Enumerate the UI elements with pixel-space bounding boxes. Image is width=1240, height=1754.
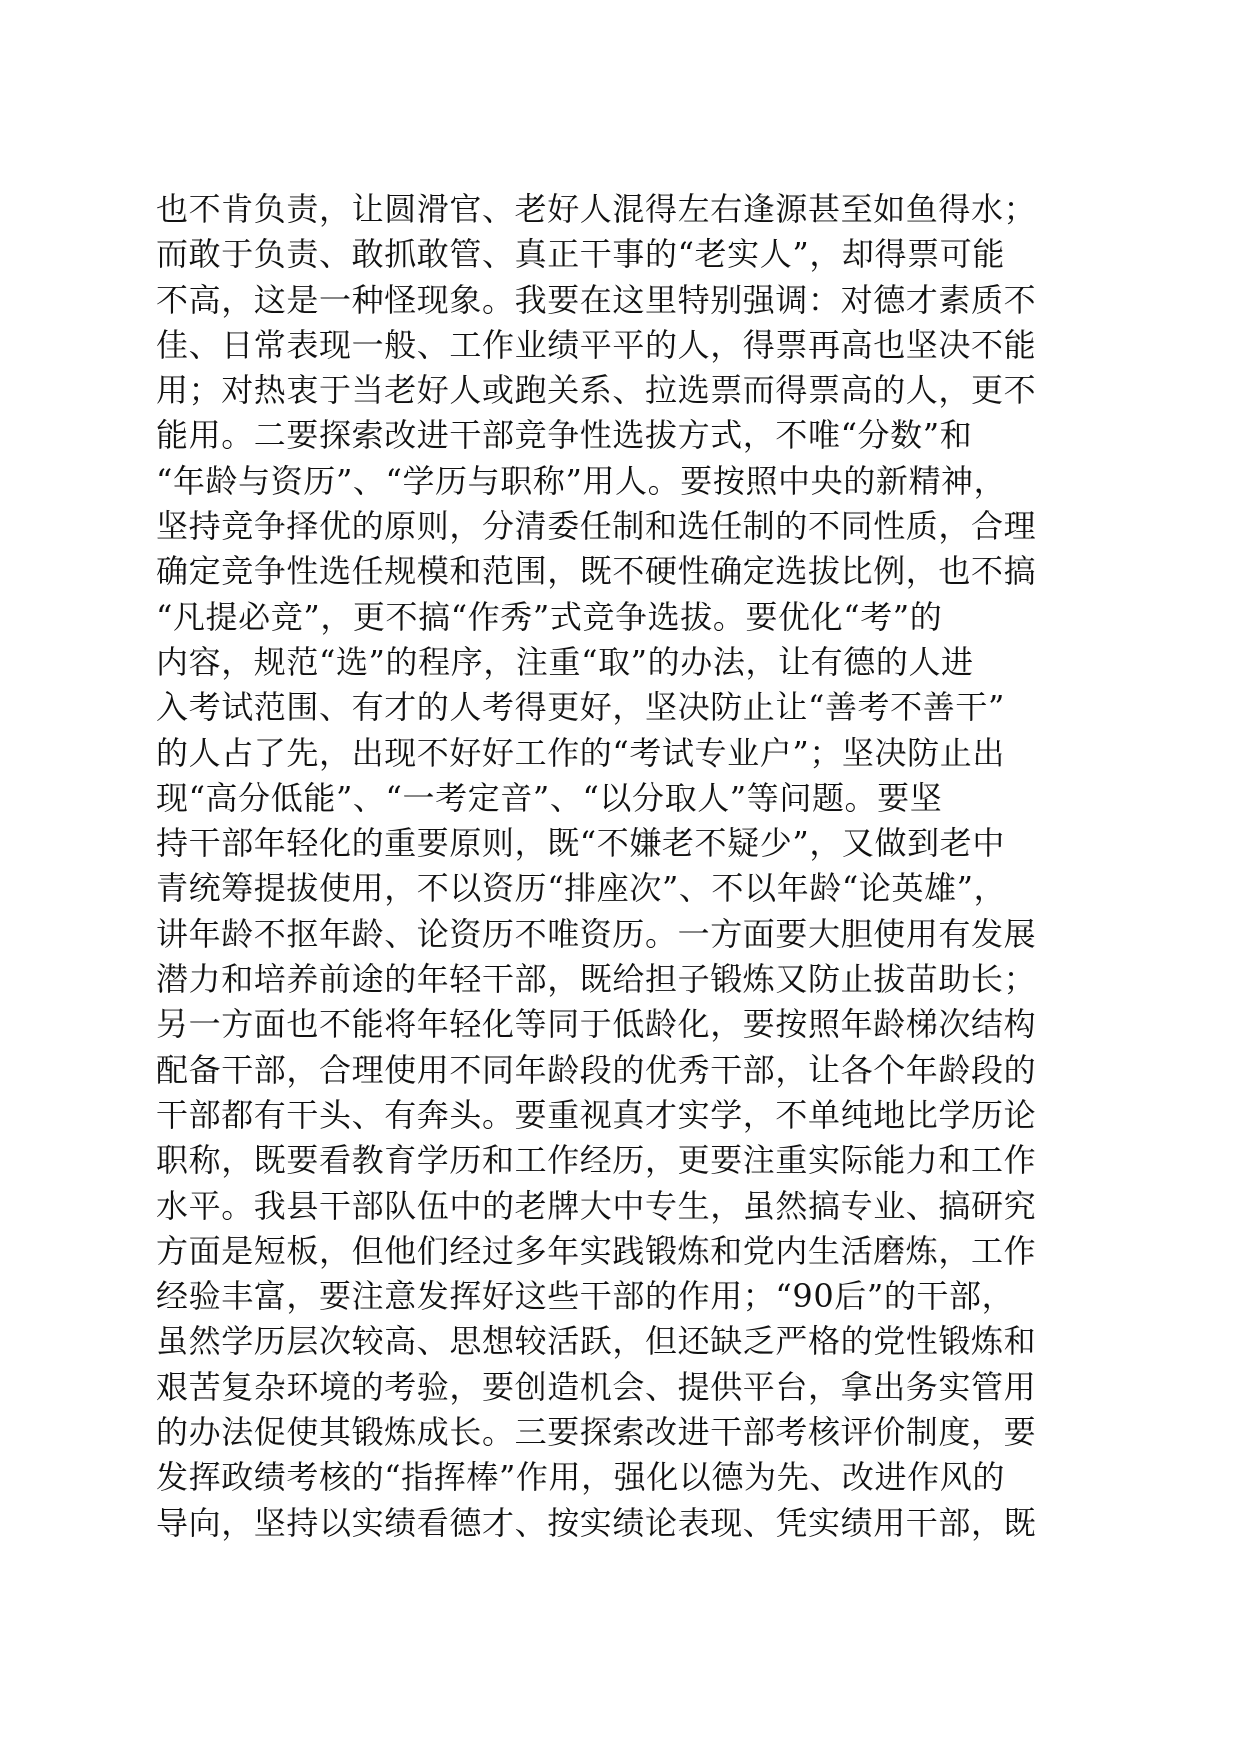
text-line: 确定竞争性选任规模和范围，既不硬性确定选拔比例，也不搞 xyxy=(156,552,1037,591)
text-line: 另一方面也不能将年轻化等同于低龄化，要按照年龄梯次结构 xyxy=(156,1005,1037,1044)
text-line: 经验丰富，要注意发挥好这些干部的作用；“90后”的干部， xyxy=(156,1277,1015,1316)
text-line: 用；对热衷于当老好人或跑关系、拉选票而得票高的人，更不 xyxy=(156,371,1037,410)
text-line: 入考试范围、有才的人考得更好，坚决防止让“善考不善干” xyxy=(156,688,1005,727)
text-line: 坚持竞争择优的原则，分清委任制和选任制的不同性质，合理 xyxy=(156,507,1037,546)
text-line: 潜力和培养前途的年轻干部，既给担子锻炼又防止拔苗助长； xyxy=(156,960,1037,999)
text-line: 而敢于负责、敢抓敢管、真正干事的“老实人”，却得票可能 xyxy=(156,235,1005,274)
text-line: 发挥政绩考核的“指挥棒”作用，强化以德为先、改进作风的 xyxy=(156,1458,1005,1497)
text-line: 青统筹提拔使用，不以资历“排座次”、不以年龄“论英雄”， xyxy=(156,869,1007,908)
text-line: 干部都有干头、有奔头。要重视真才实学，不单纯地比学历论 xyxy=(156,1095,1037,1134)
body-paragraph xyxy=(156,187,1086,1546)
text-line: “年龄与资历”、“学历与职称”用人。要按照中央的新精神， xyxy=(156,461,1007,500)
text-line: 现“高分低能”、“一考定音”、“以分取人”等问题。要坚 xyxy=(156,778,943,817)
text-line: 的人占了先，出现不好好工作的“考试专业户”；坚决防止出 xyxy=(156,733,1005,772)
text-line: 导向，坚持以实绩看德才、按实绩论表现、凭实绩用干部，既 xyxy=(156,1503,1037,1542)
text-line: “凡提必竞”，更不搞“作秀”式竞争选拔。要优化“考”的 xyxy=(156,597,943,636)
text-line: 能用。二要探索改进干部竞争性选拔方式，不唯“分数”和 xyxy=(156,416,973,455)
text-line: 虽然学历层次较高、思想较活跃，但还缺乏严格的党性锻炼和 xyxy=(156,1322,1037,1361)
text-line: 不高，这是一种怪现象。我要在这里特别强调：对德才素质不 xyxy=(156,280,1037,319)
text-line: 的办法促使其锻炼成长。三要探索改进干部考核评价制度，要 xyxy=(156,1413,1037,1452)
text-line: 讲年龄不抠年龄、论资历不唯资历。一方面要大胆使用有发展 xyxy=(156,914,1037,953)
text-line: 也不肯负责，让圆滑官、老好人混得左右逢源甚至如鱼得水； xyxy=(156,190,1037,228)
text-line: 职称，既要看教育学历和工作经历，更要注重实际能力和工作 xyxy=(156,1141,1037,1180)
text-line: 水平。我县干部队伍中的老牌大中专生，虽然搞专业、搞研究 xyxy=(156,1186,1037,1225)
text-line: 方面是短板，但他们经过多年实践锻炼和党内生活磨炼，工作 xyxy=(156,1231,1037,1270)
text-line: 艰苦复杂环境的考验，要创造机会、提供平台，拿出务实管用 xyxy=(156,1367,1037,1406)
text-line: 配备干部，合理使用不同年龄段的优秀干部，让各个年龄段的 xyxy=(156,1050,1037,1089)
text-line: 持干部年轻化的重要原则，既“不嫌老不疑少”，又做到老中 xyxy=(156,824,1005,863)
text-line: 内容，规范“选”的程序，注重“取”的办法，让有德的人进 xyxy=(156,642,974,681)
text-line: 佳、日常表现一般、工作业绩平平的人，得票再高也坚决不能 xyxy=(156,325,1037,364)
